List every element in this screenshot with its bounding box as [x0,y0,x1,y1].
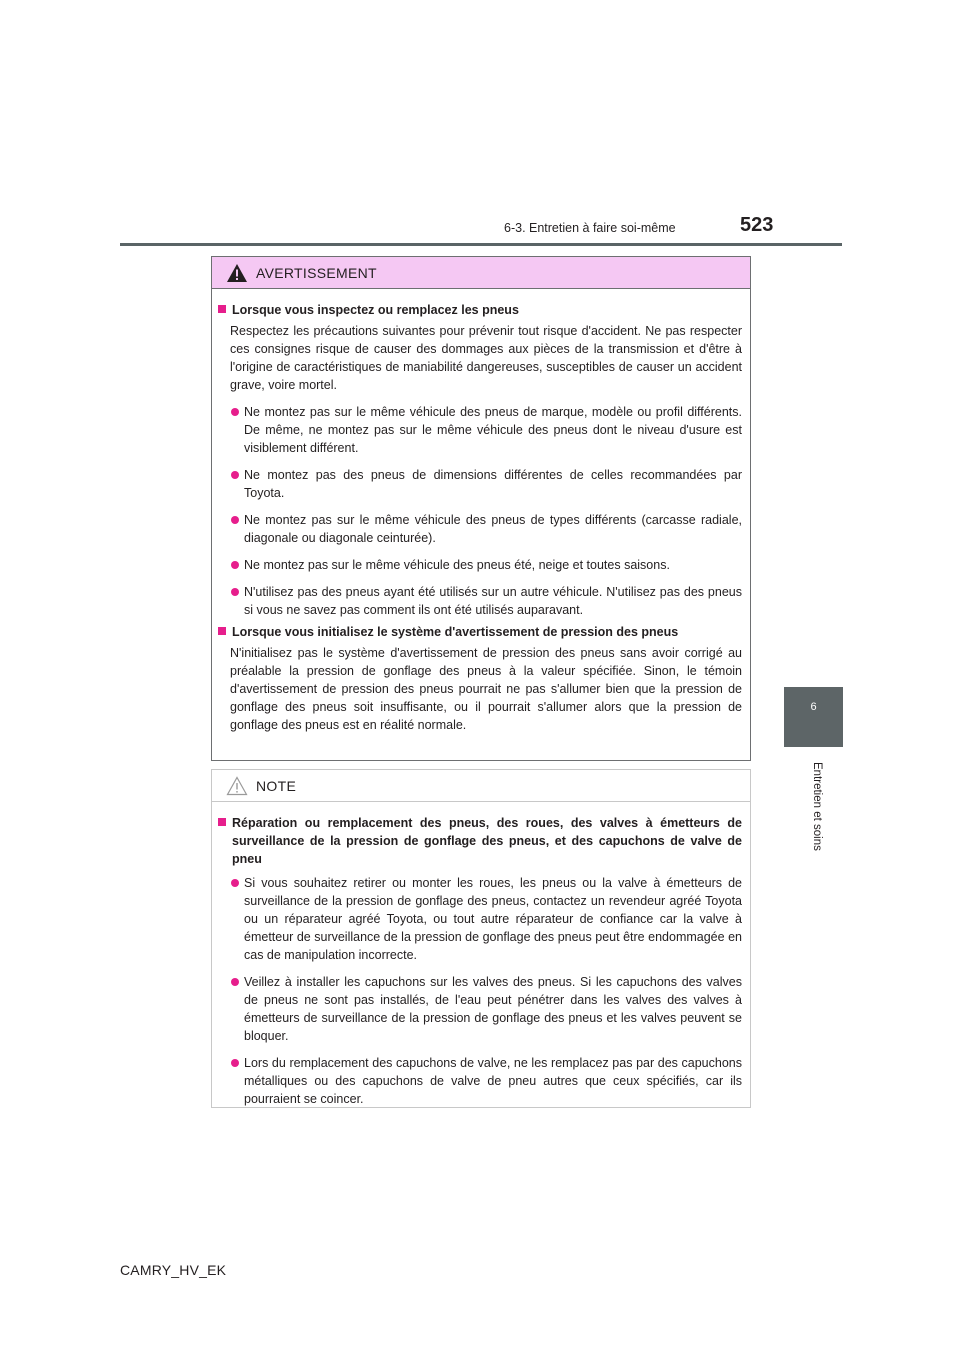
model-code: CAMRY_HV_EK [120,1262,227,1278]
chapter-number: 6 [810,701,817,713]
round-bullet-icon [231,408,239,416]
list-item: Si vous souhaitez retirer ou monter les roues, les pneus ou la valve à émetteurs de surveillance de la pression de gonflage des pneus, contactez un revendeur agréé Toyota ou un réparateur agréé Toyota, ou tout autre réparateur de confiance car la valve à émetteur de surveillance de la pression de gonflage des pneus peut être endommagée en cas de manipulation incorrecte. [218,874,742,964]
warning-section-heading: Lorsque vous inspectez ou remplacez les pneus [218,301,742,319]
warning-section-heading: Lorsque vous initialisez le système d'avertissement de pression des pneus [218,623,742,641]
warning-content [212,289,750,743]
square-bullet-icon [218,305,226,313]
warning-triangle-icon [226,263,248,283]
warning-paragraph: N'initialisez pas le système d'avertissement de pression des pneus sans avoir corrigé au préalable la pression de gonflage des pneus à la valeur spécifiée. Sinon, le témoin d'avertissement de pression des pneus pourrait ne pas s'allumer bien que la pression de gonflage des pneus soit insuffisante, ou il pourrait s'allumer alors que la pression de gonflage des pneus est en réalité normale. [230,646,742,732]
caution-triangle-outline-icon [226,776,248,796]
section-title: 6-3. Entretien à faire soi-même [504,221,676,235]
square-bullet-icon [218,627,226,635]
chapter-label: Entretien et soins [811,762,823,851]
list-item: Veillez à installer les capuchons sur les valves des pneus. Si les capuchons des valves de pneus ne sont pas installés, de l'eau peut pénétrer dans les valves des valves à émetteurs de surveillance de la pression de gonflage des pneus et les valves peuvent se bloquer. [218,973,742,1045]
note-header [212,770,750,802]
round-bullet-icon [231,588,239,596]
round-bullet-icon [231,516,239,524]
page-number: 523 [740,214,774,236]
round-bullet-icon [231,978,239,986]
warning-title: AVERTISSEMENT [256,265,377,281]
round-bullet-icon [231,879,239,887]
list-item: N'utilisez pas des pneus ayant été utilisés sur un autre véhicule. N'utilisez pas des pneus si vous ne savez pas comment ils ont été utilisés auparavant. [218,583,742,619]
round-bullet-icon [231,1059,239,1067]
warning-paragraph: Respectez les précautions suivantes pour prévenir tout risque d'accident. Ne pas respecter ces consignes risque de causer des dommages aux pièces de la transmission et d'être à l'origine de caractéristiques de maniabilité dangereuses, susceptibles de causer un accident grave, voire mortel. [230,324,742,392]
list-item: Ne montez pas des pneus de dimensions différentes de celles recommandées par Toyota. [218,466,742,502]
header-divider [120,243,842,246]
list-item: Ne montez pas sur le même véhicule des pneus de types différents (carcasse radiale, diagonale ou diagonale ceinturée). [218,511,742,547]
note-section-heading: Réparation ou remplacement des pneus, des roues, des valves à émetteurs de surveillance de la pression de gonflage des pneus, et des capuchons de valve de pneu [218,814,742,868]
square-bullet-icon [218,818,226,826]
list-item: Ne montez pas sur le même véhicule des pneus de marque, modèle ou profil différents. De même, ne montez pas sur le même véhicule des pneus dont le niveau d'usure est visiblement différent. [218,403,742,457]
round-bullet-icon [231,471,239,479]
warning-header [212,257,750,289]
round-bullet-icon [231,561,239,569]
note-box [211,769,751,1108]
note-title: NOTE [256,778,297,794]
list-item: Lors du remplacement des capuchons de valve, ne les remplacez pas par des capuchons métalliques ou des capuchons de valve de pneu autres que ceux spécifiés, car ils pourraient se coincer. [218,1054,742,1108]
warning-box [211,256,751,761]
chapter-tab [784,687,843,747]
list-item: Ne montez pas sur le même véhicule des pneus été, neige et toutes saisons. [218,556,742,574]
note-content [212,802,750,1117]
